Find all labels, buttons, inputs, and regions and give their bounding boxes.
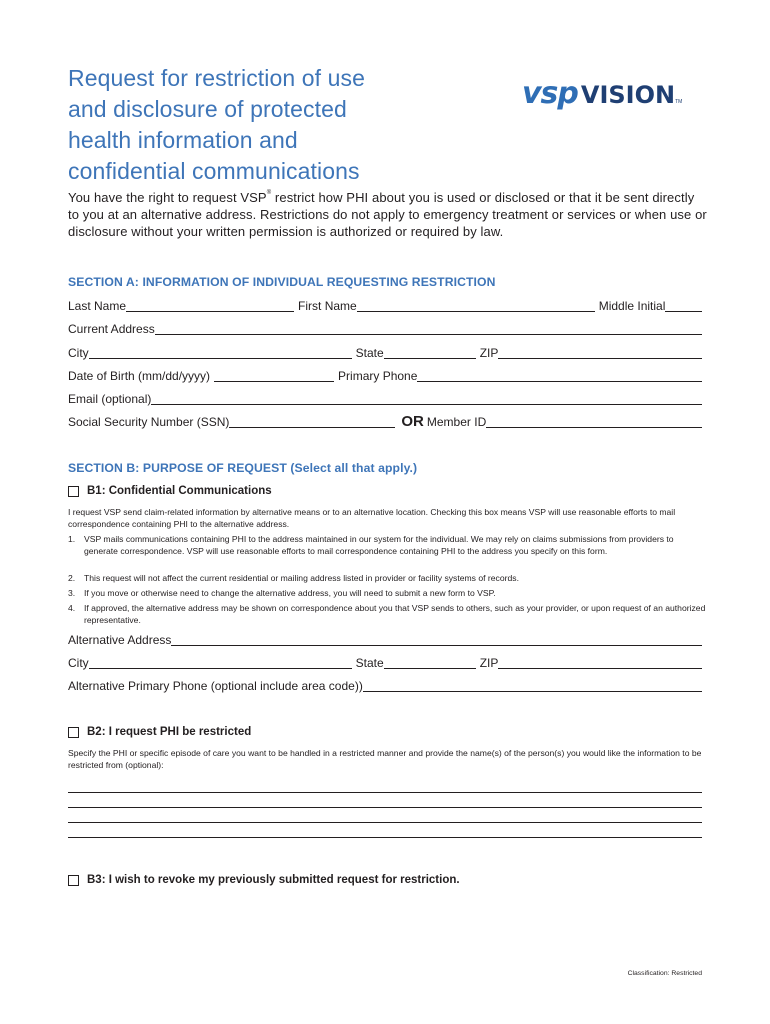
alt-state-field[interactable] — [384, 657, 476, 669]
logo-vsp-wordmark: vsp — [522, 76, 578, 111]
alt-phone-label: Alternative Primary Phone (optional include area code)) — [68, 679, 363, 693]
email-label: Email (optional) — [68, 392, 152, 406]
list-text: This request will not affect the current residential or mailing address listed in provider or facility systems of records. — [84, 573, 519, 583]
b1-list-item — [68, 533, 708, 557]
b1-description: I request VSP send claim-related information by alternative means or to an alternative location. Checking this box means VSP will use reasonable efforts to mail correspondence containing PHI to the alternative address. — [68, 507, 676, 529]
or-label: OR — [401, 413, 424, 430]
name-row — [68, 298, 702, 313]
b1-option[interactable] — [68, 485, 272, 497]
list-number: 3. — [68, 588, 76, 598]
alt-address-label: Alternative Address — [68, 633, 172, 647]
alt-phone-row — [68, 678, 702, 693]
vsp-vision-logo — [522, 76, 682, 110]
alt-city-state-zip-row — [68, 655, 702, 670]
city-state-zip-row — [68, 345, 702, 360]
list-number: 4. — [68, 603, 76, 613]
middle-initial-field[interactable] — [665, 300, 702, 312]
logo-vision-wordmark: VISION — [580, 81, 676, 109]
b3-checkbox[interactable] — [68, 875, 79, 886]
alt-zip-field[interactable] — [498, 657, 702, 669]
b1-list-item — [68, 572, 708, 584]
alt-address-field[interactable] — [171, 634, 702, 646]
b1-list-item — [68, 587, 708, 599]
dob-label: Date of Birth (mm/dd/yyyy) — [68, 369, 211, 383]
list-text: If you move or otherwise need to change the alternative address, you will need to submit a new form to VSP. — [84, 588, 496, 598]
first-name-label: First Name — [298, 299, 357, 313]
title-line-4: confidential communications — [68, 158, 360, 184]
b1-list-item — [68, 602, 708, 626]
alt-phone-field[interactable] — [363, 680, 702, 692]
b2-restriction-line-3[interactable] — [68, 822, 702, 823]
city-label: City — [68, 346, 89, 360]
logo-trademark: TM — [675, 99, 683, 105]
b1-label: B1: Confidential Communications — [87, 485, 272, 497]
current-address-label: Current Address — [68, 322, 155, 336]
b2-restriction-line-1[interactable] — [68, 792, 702, 793]
city-field[interactable] — [89, 347, 352, 359]
b2-label: B2: I request PHI be restricted — [87, 726, 252, 738]
title-line-3: health information and — [68, 127, 298, 153]
section-a-heading: SECTION A: INFORMATION OF INDIVIDUAL REQUESTING RESTRICTION — [68, 275, 496, 289]
middle-initial-label: Middle Initial — [598, 299, 666, 313]
state-label: State — [355, 346, 384, 360]
b1-checkbox[interactable] — [68, 486, 79, 497]
first-name-field[interactable] — [357, 300, 595, 312]
title-line-2: and disclosure of protected — [68, 96, 347, 122]
b2-restriction-line-2[interactable] — [68, 807, 702, 808]
alt-address-row — [68, 632, 702, 647]
email-row — [68, 391, 702, 406]
list-number: 2. — [68, 573, 76, 583]
b3-option[interactable] — [68, 874, 460, 886]
primary-phone-field[interactable] — [417, 370, 702, 382]
email-field[interactable] — [151, 393, 702, 405]
registered-mark: ® — [266, 190, 272, 196]
dob-phone-row — [68, 368, 702, 383]
b2-description: Specify the PHI or specific episode of care you want to be handled in a restricted manner and provide the name(s) of the person(s) you would like the information to be restricted from (optional): — [68, 748, 702, 770]
list-number: 1. — [68, 534, 76, 544]
alt-state-label: State — [355, 656, 384, 670]
ssn-label: Social Security Number (SSN) — [68, 415, 230, 429]
zip-label: ZIP — [479, 346, 499, 360]
list-text: If approved, the alternative address may be shown on correspondence about you that VSP sends to others, such as your provider, or upon request of an authorized representative. — [84, 603, 706, 625]
classification-label: Classification: Restricted — [627, 970, 702, 977]
alt-city-field[interactable] — [89, 657, 352, 669]
list-text: VSP mails communications containing PHI to the address maintained in our system for the individual. We may rely on claims submissions from providers to generate correspondence. VSP will use reasonable efforts to mail correspondence containing PHI to the address you specify on this form. — [84, 534, 674, 556]
state-field[interactable] — [384, 347, 476, 359]
b3-label: B3: I wish to revoke my previously submitted request for restriction. — [87, 874, 460, 886]
zip-field[interactable] — [498, 347, 702, 359]
member-id-label: Member ID — [426, 415, 487, 429]
alt-city-label: City — [68, 656, 89, 670]
last-name-field[interactable] — [126, 300, 294, 312]
title-line-1: Request for restriction of use — [68, 65, 366, 91]
b2-option[interactable] — [68, 726, 251, 738]
dob-field[interactable] — [214, 370, 334, 382]
b2-checkbox[interactable] — [68, 727, 79, 738]
ssn-member-row — [68, 414, 702, 429]
last-name-label: Last Name — [68, 299, 127, 313]
b2-restriction-line-4[interactable] — [68, 837, 702, 838]
alt-zip-label: ZIP — [479, 656, 499, 670]
intro-paragraph — [68, 189, 708, 240]
ssn-field[interactable] — [229, 416, 395, 428]
current-address-row — [68, 321, 702, 336]
intro-text-1: You have the right to request VSP — [68, 190, 267, 205]
primary-phone-label: Primary Phone — [338, 369, 418, 383]
member-id-field[interactable] — [486, 416, 702, 428]
current-address-field[interactable] — [155, 323, 702, 335]
intro-text-2: restrict how PHI about you is used or disclosed or that it be sent directly to you at an alternative address. Restrictions do not apply to emergency treatment or services or when use or disclosure without your written permission is authorized or required by law. — [68, 190, 707, 239]
section-b-heading: SECTION B: PURPOSE OF REQUEST (Select all that apply.) — [68, 461, 418, 475]
